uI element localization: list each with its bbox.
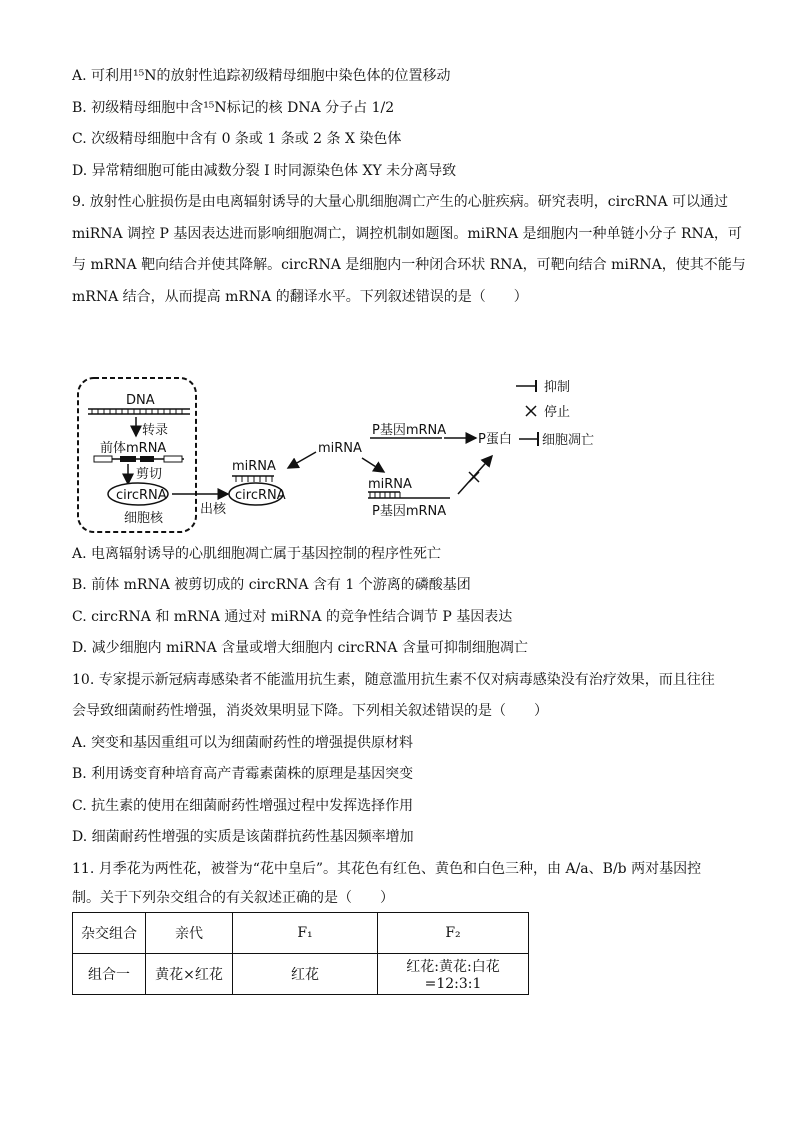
q11-stem-line-1: 11. 月季花为两性花，被誉为“花中皇后”。其花色有红色、黄色和白色三种，由 A/a、B/b 两对基因控 [72,861,702,877]
mirna-lower-icon [368,492,400,498]
table-header-row [73,913,529,954]
mirna-center-label: miRNA [318,441,362,456]
circrna-inner-label: circRNA [116,488,167,503]
dna-label: DNA [126,393,155,408]
nucleus-label: 细胞核 [124,511,164,526]
table-header-cell: 亲代 [146,913,233,954]
q10-option-a: A. 突变和基因重组可以为细菌耐药性的增强提供原材料 [72,735,414,751]
q9-stem-line-2: miRNA 调控 P 基因表达进而影响细胞凋亡，调控机制如题图。miRNA 是细胞内一种单链小分子 RNA，可 [72,226,742,242]
mirna-lower-label: miRNA [368,477,412,492]
apoptosis-label: 细胞凋亡 [542,433,595,448]
mirna-bound-icon [232,476,274,482]
q9-stem-line-4: mRNA 结合，从而提高 mRNA 的翻译水平。下列叙述错误的是（ ） [72,289,528,305]
transcription-label: 转录 [142,423,169,438]
q9-stem-line-3: 与 mRNA 靶向结合并使其降解。circRNA 是细胞内一种闭合环状 RNA，可靶向结合 miRNA，使其不能与 [72,257,746,273]
mirna-to-mrna-arrow [362,458,384,472]
table-row [73,954,529,995]
q10-stem-line-1: 10. 专家提示新冠病毒感染者不能滥用抗生素，随意滥用抗生素不仅对病毒感染没有治疗效果，而且往往 [72,672,715,688]
q10-option-b: B. 利用诱变育种培育高产青霉素菌株的原理是基因突变 [72,766,414,782]
cut-label: 剪切 [136,467,163,482]
q9-stem-line-1: 9. 放射性心脏损伤是由电离辐射诱导的大量心肌细胞凋亡产生的心脏疾病。研究表明，circRNA 可以通过 [72,194,729,210]
q9-option-d: D. 减少细胞内 miRNA 含量或增大细胞内 circRNA 含量可抑制细胞凋亡 [72,640,528,656]
legend-stop-icon [526,406,536,416]
p-gene-mrna-bottom-label: P基因mRNA [372,504,447,519]
q10-option-c: C. 抗生素的使用在细菌耐药性增强过程中发挥选择作用 [72,798,414,814]
mirna-to-circrna-arrow [288,452,316,468]
table-cell: 组合一 [73,954,146,995]
q8-option-c: C. 次级精母细胞中含有 0 条或 1 条或 2 条 X 染色体 [72,131,402,147]
q8-option-b: B. 初级精母细胞中含¹⁵N标记的核 DNA 分子占 1/2 [72,100,395,116]
legend-stop-label: 停止 [544,405,571,420]
stop-mark-icon [469,472,479,482]
table-cell: 黄花×红花 [146,954,233,995]
q9-option-b: B. 前体 mRNA 被剪切成的 circRNA 含有 1 个游离的磷酸基团 [72,577,471,593]
q11-cross-table [72,912,529,995]
dna-strand-icon [88,409,190,414]
table-cell: 红花 [233,954,378,995]
pre-mrna-strand-icon [94,456,184,462]
p-protein-label: P蛋白 [478,432,512,447]
table-cell: 红花:黄花:白花=12:3:1 [378,954,529,995]
q10-option-d: D. 细菌耐药性增强的实质是该菌群抗药性基因频率增加 [72,829,414,845]
legend-inhibit-label: 抑制 [544,380,571,395]
q10-stem-line-2: 会导致细菌耐药性增强，消炎效果明显下降。下列相关叙述错误的是（ ） [72,703,548,719]
regulation-diagram [72,372,632,537]
q8-option-a: A. 可利用¹⁵N的放射性追踪初级精母细胞中染色体的位置移动 [72,68,451,84]
exit-nucleus-label: 出核 [200,502,227,517]
mirna-bound-label: miRNA [232,459,276,474]
table-header-cell: F₂ [378,913,529,954]
q11-stem-line-2: 制。关于下列杂交组合的有关叙述正确的是（ ） [72,890,394,906]
pre-mrna-label: 前体mRNA [100,441,167,456]
p-gene-mrna-top-label: P基因mRNA [372,423,447,438]
q8-option-d: D. 异常精细胞可能由减数分裂 I 时同源染色体 XY 未分离导致 [72,163,457,179]
table-header-cell: 杂交组合 [73,913,146,954]
table-header-cell: F₁ [233,913,378,954]
q9-option-a: A. 电离辐射诱导的心肌细胞凋亡属于基因控制的程序性死亡 [72,546,442,562]
circrna-outer-label: circRNA [235,488,286,503]
q9-option-c: C. circRNA 和 mRNA 通过对 miRNA 的竞争性结合调节 P 基因表达 [72,609,513,625]
